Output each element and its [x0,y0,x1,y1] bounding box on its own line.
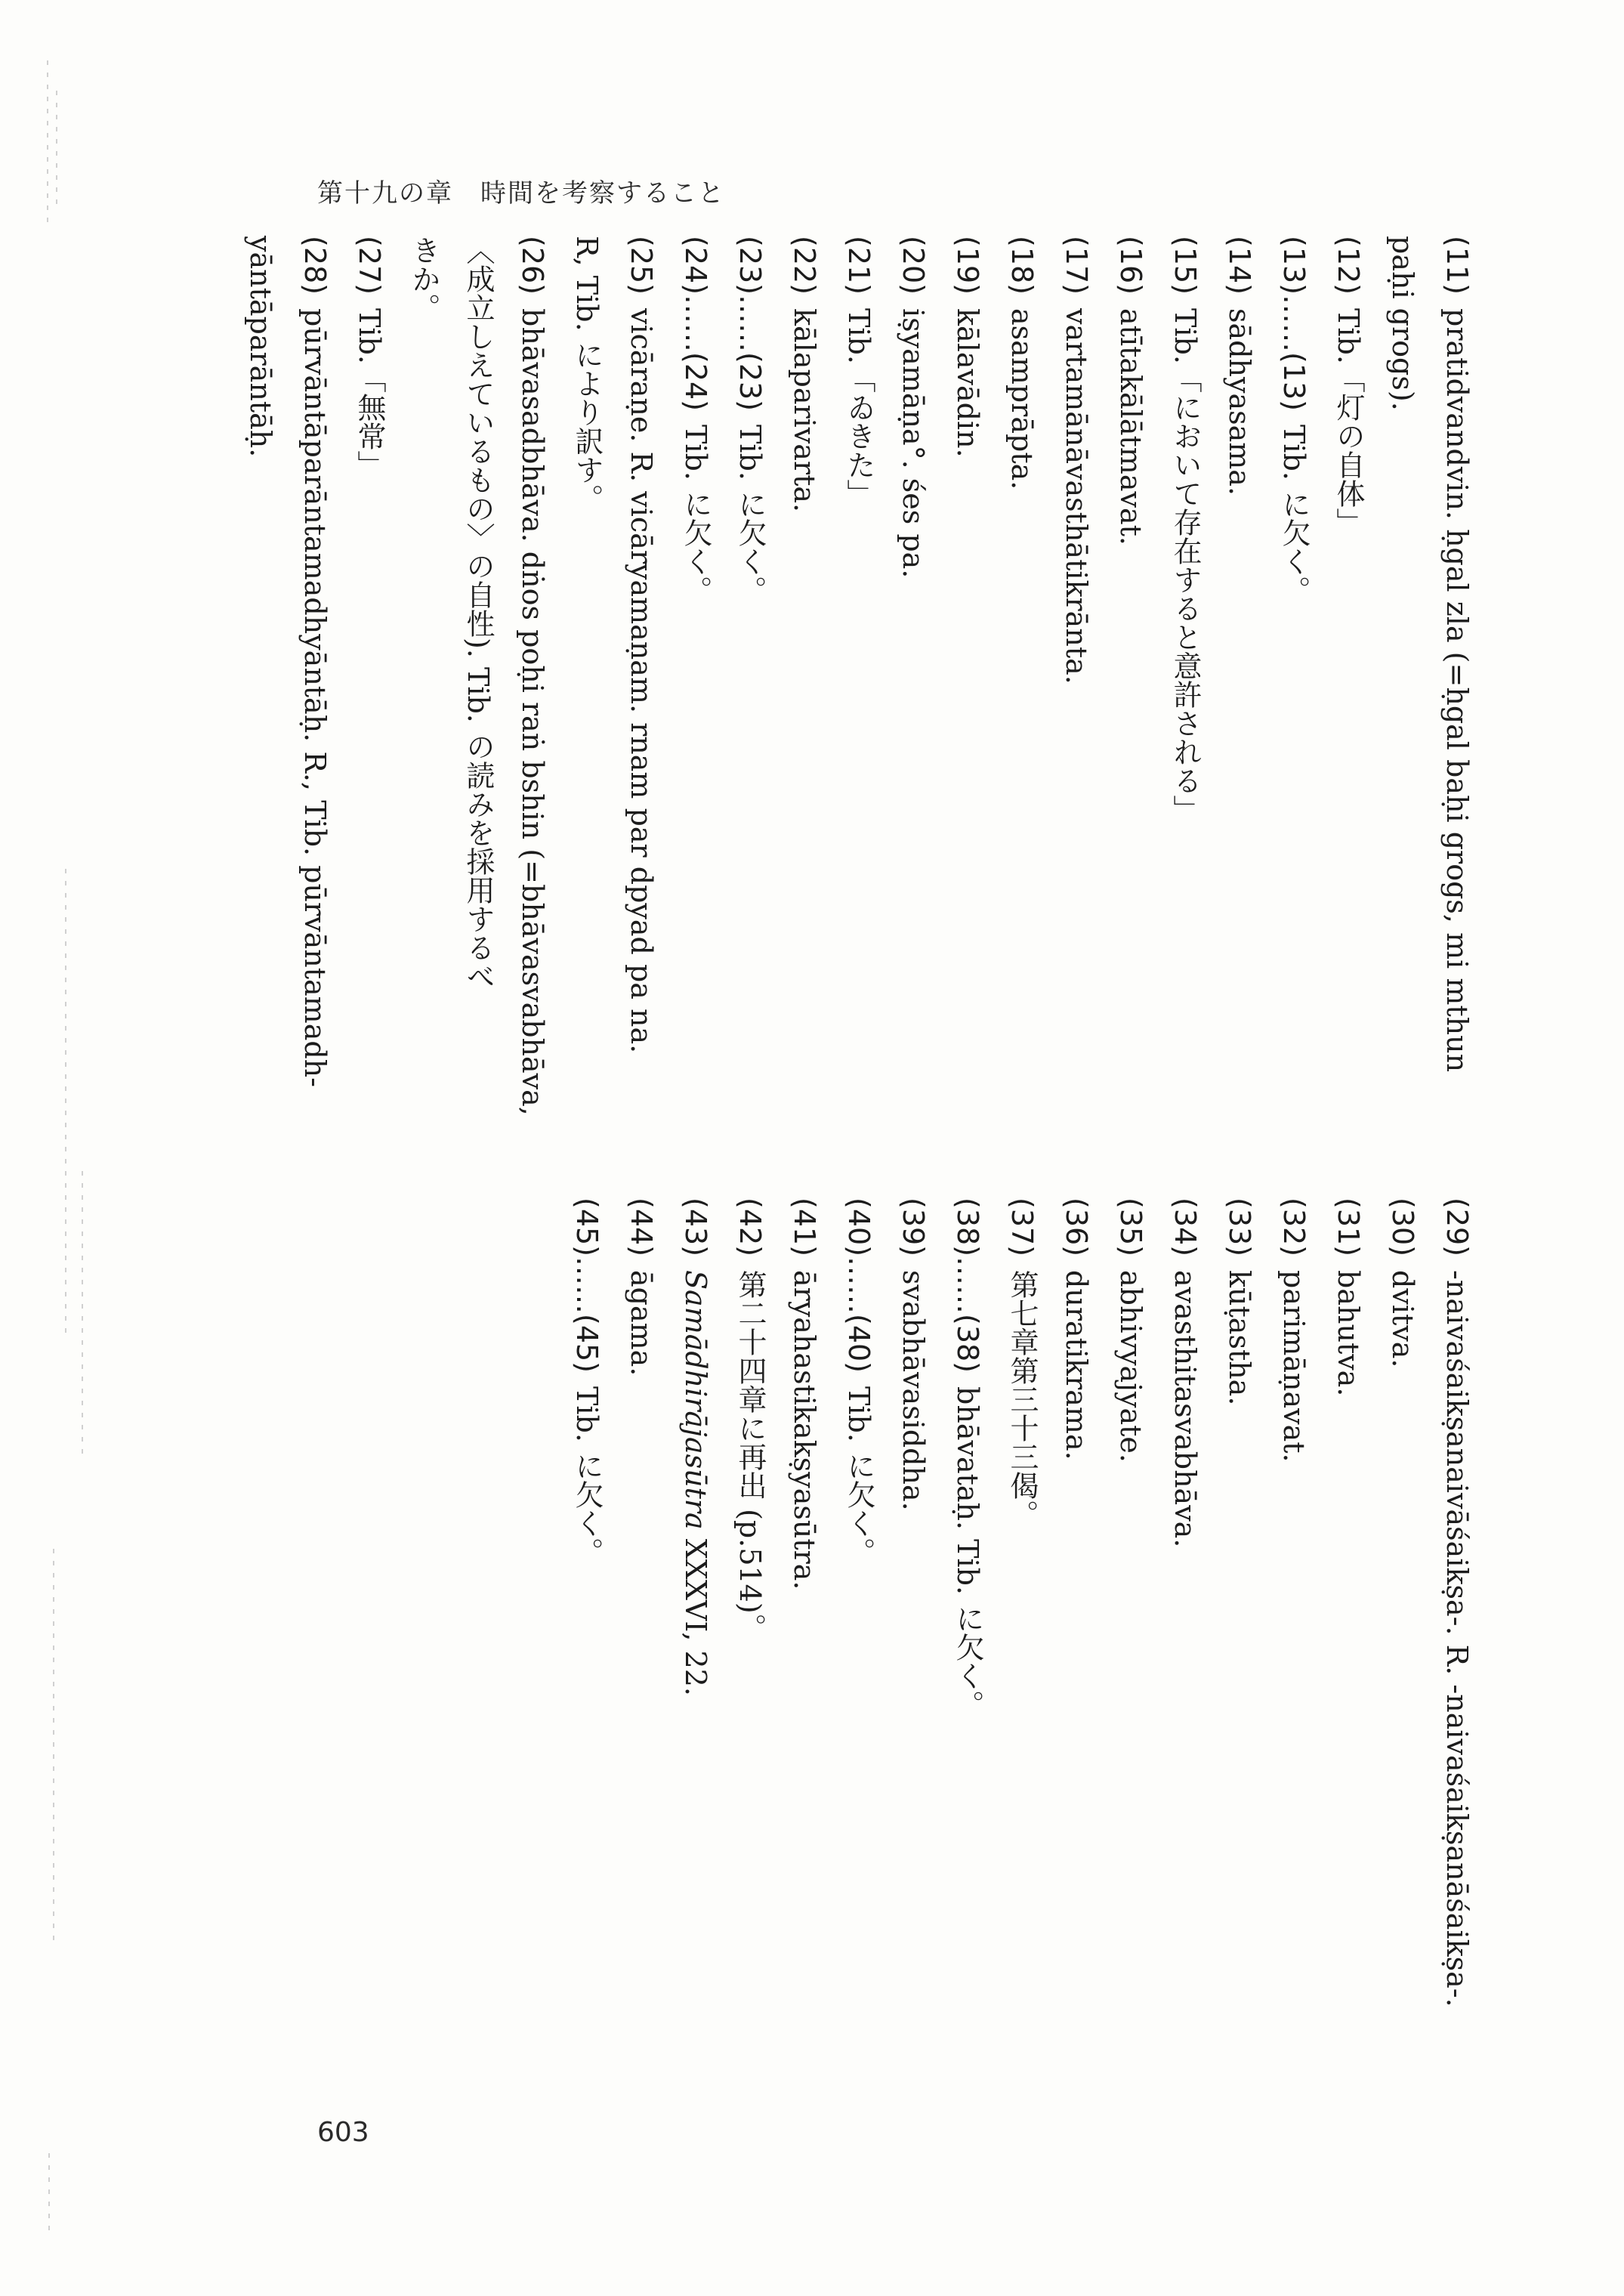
footnote-number: (11) [1440,236,1474,295]
footnote-number: (21) [842,236,875,295]
footnote-number: (13)……(13) [1277,236,1311,412]
footnote-text: Tib.「無常」 [353,308,386,479]
footnote-text: āryahastikakṣyasūtra. [788,1270,821,1590]
footnote-line [342,236,397,1180]
footnote-text: 〈成立しえているもの〉の自性). Tib. の読みを採用するべ [462,236,495,990]
footnote-line [1267,236,1321,1180]
footnote-line [777,1197,832,2081]
footnote-text: sādhyasama. [1223,308,1256,496]
footnote-number: (34) [1169,1197,1202,1257]
footnote-number: (14) [1223,236,1256,295]
footnote-text: Tib.「灯の自体」 [1332,308,1365,536]
footnote-line [1375,1197,1430,2081]
footnote-number: (42) [733,1197,767,1257]
footnote-line [1321,236,1375,1180]
footnote-text: Tib.「ゐきた」 [842,308,875,508]
footnote-number: (29) [1440,1197,1474,1257]
footnote-number: (31) [1332,1197,1365,1257]
scan-edge-mark [48,2153,50,2236]
footnote-continuation [451,236,505,1180]
footnote-line [940,1197,995,2081]
footnote-text: avasthitasvabhāva. [1169,1270,1202,1548]
footnote-text: vartamānāvasthātikrānta. [1060,308,1093,684]
footnote-number: (22) [788,236,821,295]
footnote-text: asamprāpta. [1005,308,1039,490]
footnote-number: (27) [353,236,386,295]
footnote-text: paḥi grogs). [1386,236,1419,411]
footnote-number: (20) [897,236,930,295]
footnote-text: duratikrama. [1060,1270,1093,1460]
footnote-line [668,236,723,1180]
footnote-text: Tib.「において存在すると意許される」 [1169,308,1202,824]
footnote-line [1104,1197,1158,2081]
scan-edge-mark [47,60,48,227]
footnote-line [560,1197,614,2081]
footnote-number: (18) [1005,236,1039,295]
footnote-text: pratidvandvin. ḥgal zla (=ḥgal baḥi grogs, mi mthun [1440,308,1474,1073]
footnote-line [1158,236,1212,1180]
footnote-line [1049,236,1104,1180]
footnote-text: 第七章第三十三偈。 [1005,1270,1039,1529]
footnote-number: (43) [679,1197,712,1257]
footnote-text: parimāṇavat. [1277,1270,1311,1463]
footnote-number: (35) [1114,1197,1147,1257]
footnote-number: (40)……(40) [842,1197,875,1374]
footnote-text: abhivyajyate. [1114,1270,1147,1463]
footnote-text: āgama. [625,1270,658,1377]
footnote-text: bhāvasadbhāva. dṅos poḥi raṅ bshin (=bhāvasvabhāva, [516,308,549,1116]
footnote-text: Tib. に欠く。 [679,425,712,604]
footnote-line [723,1197,777,2081]
footnote-number: (23)……(23) [733,236,767,412]
footnote-line [1158,1197,1212,2081]
notes-column-lower [560,1197,1484,2081]
footnote-text: iṣyamāṇa°. śes pa. [897,308,930,579]
footnote-line [505,236,560,1180]
footnote-line [1104,236,1158,1180]
footnote-text: Samādhirājasūtra XXXVI, 22. [679,1270,712,1696]
footnote-number: (16) [1114,236,1147,295]
footnote-text: kūṭastha. [1223,1270,1256,1406]
footnote-line [723,236,777,1180]
footnote-text: dvitva. [1386,1270,1419,1368]
page-number: 603 [317,2117,369,2148]
footnote-number: (32) [1277,1197,1311,1257]
notes-column-upper [233,236,1484,1180]
footnote-text: R, Tib. により訳す。 [570,236,604,513]
scan-edge-mark [53,1549,54,1942]
footnote-line [886,236,940,1180]
footnote-line [1430,236,1484,1180]
footnote-text: 第二十四章に再出 (p.514)。 [733,1270,767,1642]
footnote-text: pūrvāntāparāntamadhyāntāḥ. R., Tib. pūrvāntamadh- [298,308,332,1087]
footnote-line [832,236,886,1180]
footnote-text: vicāraṇe. R. vicāryamaṇam. rnam par dpyad pa na. [625,308,658,1054]
footnote-number: (17) [1060,236,1093,295]
footnote-text: Tib. に欠く。 [733,425,767,604]
footnote-number: (15) [1169,236,1202,295]
footnote-number: (41) [788,1197,821,1257]
footnote-line [614,236,668,1180]
scan-edge-mark [82,1171,83,1458]
footnote-text: Tib. に欠く。 [570,1386,604,1566]
footnote-line [832,1197,886,2081]
footnote-line [1212,1197,1267,2081]
footnote-line [288,236,342,1180]
footnote-number: (44) [625,1197,658,1257]
footnote-number: (33) [1223,1197,1256,1257]
footnote-line [1267,1197,1321,2081]
footnote-continuation [560,236,614,1180]
footnote-text: Tib. に欠く。 [842,1386,875,1566]
footnote-line [940,236,995,1180]
footnote-continuation [397,236,451,1180]
footnote-line [777,236,832,1180]
footnote-text: svabhāvasiddha. [897,1270,930,1511]
footnote-line [995,236,1049,1180]
footnote-number: (28) [298,236,332,295]
footnote-line [995,1197,1049,2081]
footnote-text: yāntāparāntāḥ. [244,236,277,458]
footnote-number: (19) [951,236,984,295]
footnote-number: (25) [625,236,658,295]
footnote-line [1430,1197,1484,2081]
footnote-line [1049,1197,1104,2081]
footnote-line [1212,236,1267,1180]
footnote-text: kālavādin. [951,308,984,458]
footnote-text: -naivaśaikṣanaivāśaikṣa-. R. -naivaśaikṣanāśaikṣa-. [1440,1270,1474,2007]
scan-edge-mark [56,91,57,204]
footnote-number: (30) [1386,1197,1419,1257]
footnote-number: (37) [1005,1197,1039,1257]
footnote-number: (12) [1332,236,1365,295]
footnote-number: (24)……(24) [679,236,712,412]
footnote-line [614,1197,668,2081]
footnote-text: kālaparivarta. [788,308,821,513]
footnote-text: atītakālātmavat. [1114,308,1147,545]
footnote-line [668,1197,723,2081]
footnote-text: bahutva. [1332,1270,1365,1397]
footnote-text: きか。 [407,236,440,322]
running-header [317,172,725,209]
footnote-number: (45)……(45) [570,1197,604,1374]
scan-edge-mark [65,869,66,1337]
chapter-title: 時間を考察すること [480,178,725,209]
footnote-number: (39) [897,1197,930,1257]
footnote-number: (36) [1060,1197,1093,1257]
footnote-text: bhāvataḥ. Tib. に欠く。 [951,1386,984,1720]
footnote-number: (38)……(38) [951,1197,984,1374]
footnote-continuation [233,236,288,1180]
footnote-number: (26) [516,236,549,295]
footnote-continuation [1375,236,1430,1180]
footnote-text: Tib. に欠く。 [1277,425,1311,604]
chapter-label: 第十九の章 [317,178,453,209]
footnote-line [886,1197,940,2081]
footnote-line [1321,1197,1375,2081]
